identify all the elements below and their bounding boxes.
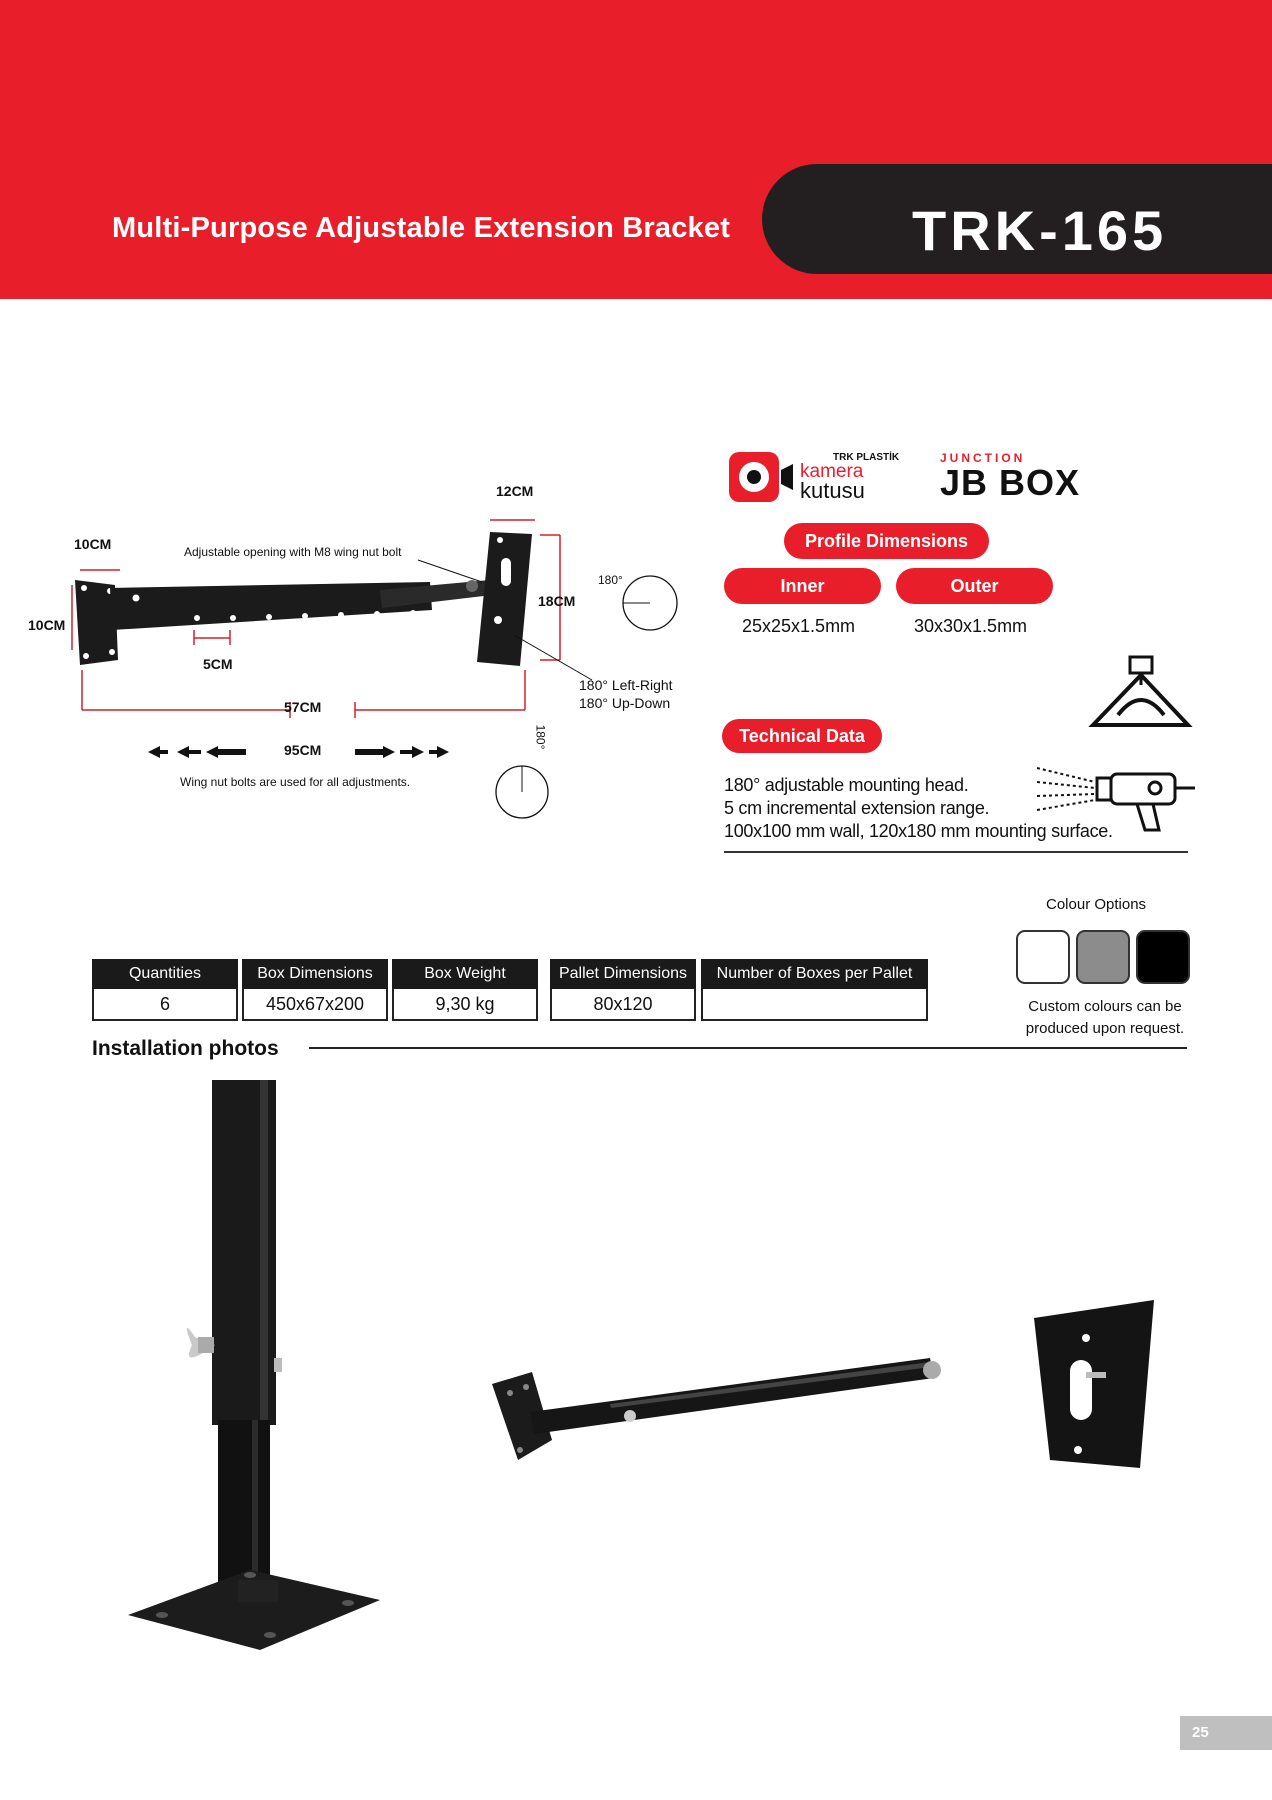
adjust-hole xyxy=(230,615,236,621)
spec-value: 450x67x200 xyxy=(242,989,388,1021)
note-rotation-lr: 180° Left-Right xyxy=(579,677,673,693)
colour-note-line: Custom colours can be xyxy=(1028,998,1182,1015)
tech-line: 5 cm incremental extension range. xyxy=(724,798,990,818)
rotation-180-top: 180° xyxy=(598,573,623,587)
adjust-hole xyxy=(410,610,416,616)
brand2-small-text: JUNCTION xyxy=(940,451,1026,465)
installation-photo-horizontal xyxy=(490,1300,1170,1500)
dim-12cm: 12CM xyxy=(496,483,534,499)
spec-header: Quantities xyxy=(92,959,238,989)
page-number: 25 xyxy=(1180,1716,1272,1750)
inner-label: Inner xyxy=(724,568,881,604)
note-opening: Adjustable opening with M8 wing nut bolt xyxy=(184,545,402,559)
plate-hole xyxy=(81,585,87,591)
note-rotation-ud: 180° Up-Down xyxy=(579,695,671,711)
colour-note xyxy=(1020,996,1190,1040)
divider xyxy=(724,851,1188,853)
mounting-plate-right xyxy=(477,532,532,666)
spec-column xyxy=(242,959,388,1021)
dim-18cm: 18CM xyxy=(538,593,576,609)
model-code: TRK-165 xyxy=(912,199,1168,262)
arrows-left xyxy=(148,746,246,758)
dim-57cm: 57CM xyxy=(284,699,322,715)
spec-column xyxy=(92,959,238,1021)
dim-95cm: 95CM xyxy=(284,742,322,758)
spray-booth-icon xyxy=(1088,655,1196,727)
brand1-small-text: TRK PLASTİK xyxy=(833,452,900,463)
plate-hole xyxy=(109,649,115,655)
tech-line: 180° adjustable mounting head. xyxy=(724,775,969,795)
installation-title: Installation photos xyxy=(92,1037,279,1060)
adjust-hole xyxy=(374,611,380,617)
adjust-hole xyxy=(338,612,344,618)
plate-slot xyxy=(501,558,511,586)
adjust-hole xyxy=(302,613,308,619)
brand1-line2: kutusu xyxy=(800,478,865,503)
plate-hole xyxy=(494,616,502,624)
spec-header: Pallet Dimensions xyxy=(550,959,696,989)
dim-10cm-top: 10CM xyxy=(74,536,112,552)
adjust-hole xyxy=(133,595,140,602)
colour-options-title: Colour Options xyxy=(1046,896,1147,913)
dim-5cm: 5CM xyxy=(203,656,233,672)
spec-value: 9,30 kg xyxy=(392,989,538,1021)
spec-column xyxy=(701,959,928,1021)
page-title: Multi-Purpose Adjustable Extension Bracket xyxy=(112,212,731,244)
spec-value: 6 xyxy=(92,989,238,1021)
adjust-hole xyxy=(266,614,272,620)
rotation-180-side: 180° xyxy=(533,724,548,750)
technical-data-text xyxy=(724,774,1113,843)
spec-column xyxy=(392,959,538,1021)
brand1-line1: kamera xyxy=(800,461,864,482)
inner-value: 25x25x1.5mm xyxy=(742,616,856,636)
swatch-black xyxy=(1136,930,1190,984)
profile-dimensions-heading: Profile Dimensions xyxy=(784,523,989,559)
spec-header: Box Dimensions xyxy=(242,959,388,989)
spec-value xyxy=(701,989,928,1021)
wing-nut xyxy=(466,580,478,592)
colour-note-line: produced upon request. xyxy=(1025,1020,1185,1037)
spec-value: 80x120 xyxy=(550,989,696,1021)
dim-10cm-left: 10CM xyxy=(28,617,66,633)
outer-label: Outer xyxy=(896,568,1053,604)
adjust-hole xyxy=(194,615,200,621)
plate-hole xyxy=(83,653,89,659)
arrows-right xyxy=(355,746,449,758)
swatch-grey xyxy=(1076,930,1130,984)
spec-column xyxy=(550,959,696,1021)
spec-header: Number of Boxes per Pallet xyxy=(701,959,928,989)
note-wingnut: Wing nut bolts are used for all adjustments. xyxy=(180,775,411,789)
swatch-white xyxy=(1016,930,1070,984)
installation-divider xyxy=(309,1047,1187,1049)
technical-data-heading: Technical Data xyxy=(722,719,882,753)
outer-value: 30x30x1.5mm xyxy=(914,616,1028,636)
brand2-logo-text: JB BOX xyxy=(940,462,1081,503)
spec-header: Box Weight xyxy=(392,959,538,989)
plate-hole xyxy=(497,537,503,543)
installation-photo-vertical xyxy=(120,1075,390,1675)
tech-line: 100x100 mm wall, 120x180 mm mounting surface. xyxy=(724,821,1113,841)
kamera-kutusu-logo xyxy=(727,450,797,504)
